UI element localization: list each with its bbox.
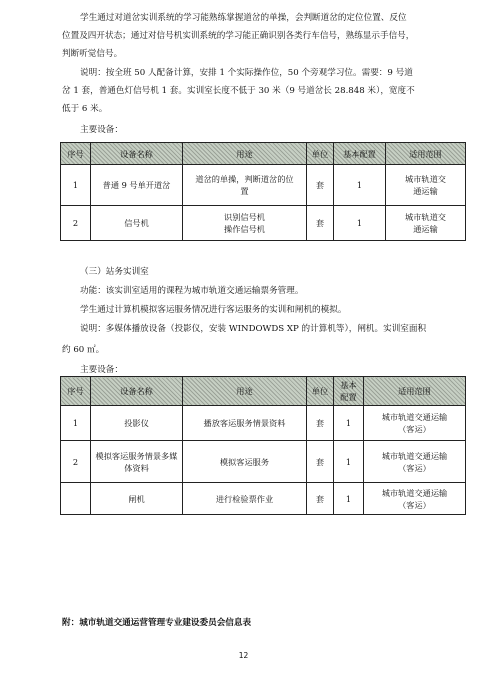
cell-text: 通运输 <box>413 224 438 234</box>
cell-no <box>61 483 91 515</box>
cell-text: 城市轨道交通运输 <box>381 450 448 461</box>
cell-no: 2 <box>61 206 91 241</box>
cell-scope <box>364 441 466 483</box>
header-cell: 适用范围 <box>386 143 466 165</box>
cell-use <box>183 206 307 241</box>
paragraph-line: 位置及四开状态；通过对信号机实训系统的学习能正确识别各类行车信号，熟练显示手信号， <box>62 31 415 41</box>
cell-scope <box>364 483 466 515</box>
cell-unit: 套 <box>307 441 334 483</box>
cell-use: 播放客运服务情景资料 <box>183 406 307 441</box>
cell-text: 配置 <box>340 392 357 402</box>
cell-unit: 套 <box>307 165 334 206</box>
cell-text: 识别信号机 <box>224 212 265 222</box>
cell-no: 2 <box>61 441 91 483</box>
equipment-label: 主要设备： <box>80 125 123 135</box>
equipment-table-2 <box>60 376 466 515</box>
cell-text: （客运） <box>398 424 431 434</box>
page-number: 12 <box>238 651 249 660</box>
paragraph-line: 说明：多媒体播放设备（投影仪，安装 WINDOWDS XP 的计算机等），闸机。实训室面积 <box>80 324 427 334</box>
cell-qty: 1 <box>334 406 364 441</box>
paragraph-line: 学生通过对道岔实训系统的学习能熟练掌握道岔的单操，会判断道岔的定位位置、反位 <box>80 13 407 23</box>
header-cell: 设备名称 <box>91 377 183 406</box>
table-row <box>61 165 466 206</box>
header-cell: 基本配置 <box>334 143 386 165</box>
equipment-label: 主要设备： <box>80 365 123 375</box>
cell-use <box>183 165 307 206</box>
header-cell: 适用范围 <box>364 377 466 406</box>
table-row <box>61 206 466 241</box>
cell-use: 进行检验票作业 <box>183 483 307 515</box>
paragraph-line: 学生通过计算机模拟客运服务情况进行客运服务的实训和闸机的模拟。 <box>80 305 347 315</box>
table-row <box>61 483 466 515</box>
table-row <box>61 441 466 483</box>
cell-name <box>91 483 183 515</box>
cell-name: 信号机 <box>91 206 183 241</box>
cell-use: 模拟客运服务 <box>183 441 307 483</box>
cell-qty: 1 <box>334 165 386 206</box>
cell-unit: 套 <box>307 406 334 441</box>
table-row <box>61 406 466 441</box>
cell-name: 普通 9 号单开道岔 <box>91 165 183 206</box>
header-cell: 用途 <box>183 143 307 165</box>
header-cell <box>334 377 364 406</box>
cell-scope <box>386 206 466 241</box>
header-cell: 用途 <box>183 377 307 406</box>
cell-text: 基本 <box>340 380 357 390</box>
table-header-row <box>61 377 466 406</box>
cell-name <box>91 406 183 441</box>
paragraph-line: 低于 6 米。 <box>62 104 108 114</box>
cell-unit: 套 <box>307 206 334 241</box>
header-cell: 序号 <box>61 377 91 406</box>
cell-text: 通运输 <box>413 186 438 196</box>
table-header-row <box>61 143 466 165</box>
header-cell: 单位 <box>307 143 334 165</box>
cell-text: 城市轨道交通运输 <box>381 487 448 498</box>
cell-text: 城市轨道交 <box>405 174 446 184</box>
cell-text: （客运） <box>398 462 431 473</box>
cell-text: 操作信号机 <box>224 224 265 234</box>
cell-text: 置 <box>240 186 249 196</box>
cell-text: 城市轨道交通运输 <box>381 412 448 422</box>
cell-text: 闸机 <box>128 493 145 504</box>
header-cell: 设备名称 <box>91 143 183 165</box>
paragraph-line: 岔 1 套，普通色灯信号机 1 套。实训室长度不低于 30 米（9 号道岔长 28.848 米），宽度不 <box>62 86 415 96</box>
paragraph-line: 判断听觉信号。 <box>62 49 123 59</box>
appendix-note: 附：城市轨道交通运营管理专业建设委员会信息表 <box>62 618 252 628</box>
section-title: （三）站务实训室 <box>80 267 149 277</box>
paragraph-line: 说明：按全班 50 人配备计算，安排 1 个实际操作位，50 个旁观学习位。需要：9 号道 <box>80 68 413 78</box>
cell-unit: 套 <box>307 483 334 515</box>
cell-scope <box>364 406 466 441</box>
cell-text: 投影仪 <box>124 418 149 428</box>
equipment-table-1 <box>60 142 466 241</box>
cell-name <box>91 441 183 483</box>
header-cell: 序号 <box>61 143 91 165</box>
header-cell: 单位 <box>307 377 334 406</box>
cell-no: 1 <box>61 406 91 441</box>
cell-qty: 1 <box>334 206 386 241</box>
cell-text: 城市轨道交 <box>405 212 446 222</box>
cell-no: 1 <box>61 165 91 206</box>
cell-text: 体资料 <box>124 462 149 473</box>
cell-qty: 1 <box>334 441 364 483</box>
cell-text: 道岔的单操，判断道岔的位 <box>195 174 294 184</box>
cell-text: 模拟客运服务情景多媒 <box>95 450 178 461</box>
cell-text: （客运） <box>398 499 431 510</box>
paragraph-line: 功能：该实训室适用的课程为城市轨道交通运输票务管理。 <box>80 286 304 296</box>
cell-scope <box>386 165 466 206</box>
paragraph-line: 约 60 ㎡。 <box>62 345 105 355</box>
cell-qty: 1 <box>334 483 364 515</box>
